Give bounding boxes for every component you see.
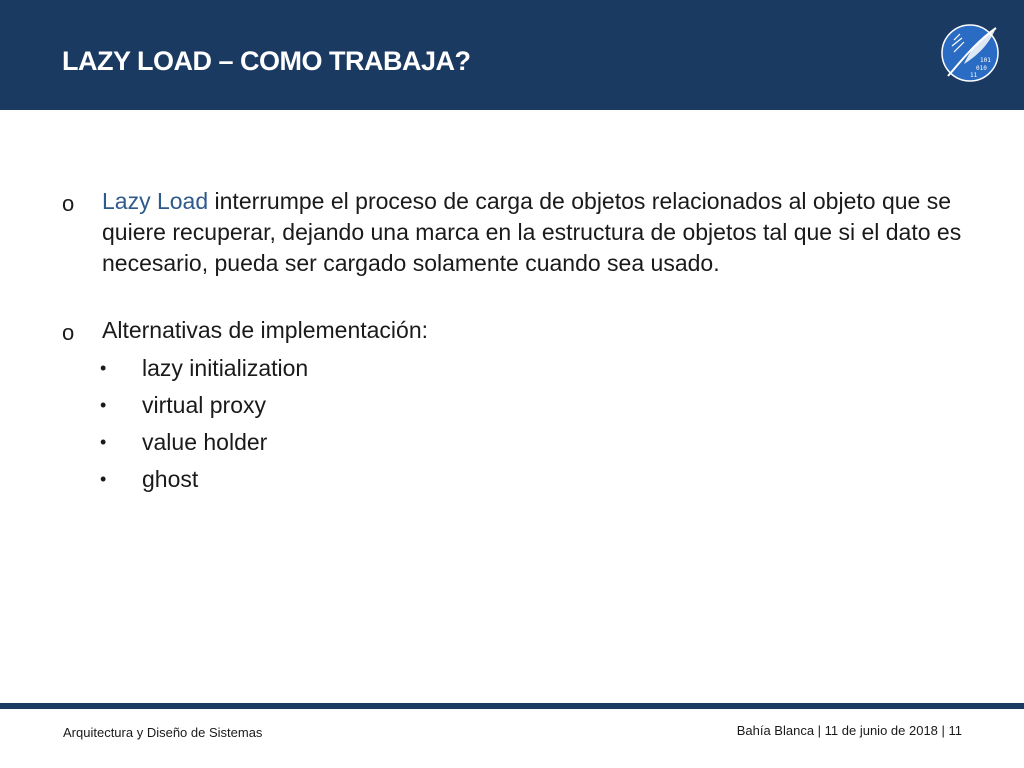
svg-text:11: 11 — [970, 72, 978, 79]
header-bar — [0, 0, 1024, 110]
list-item — [62, 424, 962, 461]
bullet: • — [100, 432, 107, 452]
list-item-alternatives — [62, 315, 962, 346]
bullet: • — [100, 469, 107, 489]
footer-course-name: Arquitectura y Diseño de Sistemas — [63, 725, 263, 740]
slide-title: LAZY LOAD – COMO TRABAJA? — [62, 46, 471, 76]
paragraph-text: Alternativas de implementación: — [102, 317, 428, 343]
hollow-bullet: o — [62, 191, 75, 216]
subitem-label: lazy initialization — [142, 355, 309, 381]
list-item — [62, 350, 962, 387]
subitem-label: value holder — [142, 429, 268, 455]
svg-text:101: 101 — [980, 57, 991, 64]
bullet: • — [100, 395, 107, 415]
subitem-label: virtual proxy — [142, 392, 266, 418]
hollow-bullet: o — [62, 320, 75, 345]
paragraph-text: interrumpe el proceso de carga de objetos relacionados al objeto que se quiere recuperar, dejando una marca en la estructura de objetos tal que si el dato es necesario, pueda ser cargado solamente cuando sea usado. — [102, 188, 962, 276]
list-item — [62, 387, 962, 424]
highlight-term: Lazy Load — [102, 188, 209, 214]
list-item-lazy-load — [62, 186, 962, 279]
slide-content — [62, 186, 962, 498]
footer-date-page: Bahía Blanca | 11 de junio de 2018 | 11 — [736, 723, 962, 738]
university-feather-logo-icon — [940, 20, 1002, 86]
svg-text:010: 010 — [976, 65, 987, 72]
subitem-label: ghost — [142, 466, 199, 492]
bullet: • — [100, 358, 107, 378]
paragraph — [102, 186, 962, 279]
footer-divider — [0, 703, 1024, 709]
list-item — [62, 461, 962, 498]
